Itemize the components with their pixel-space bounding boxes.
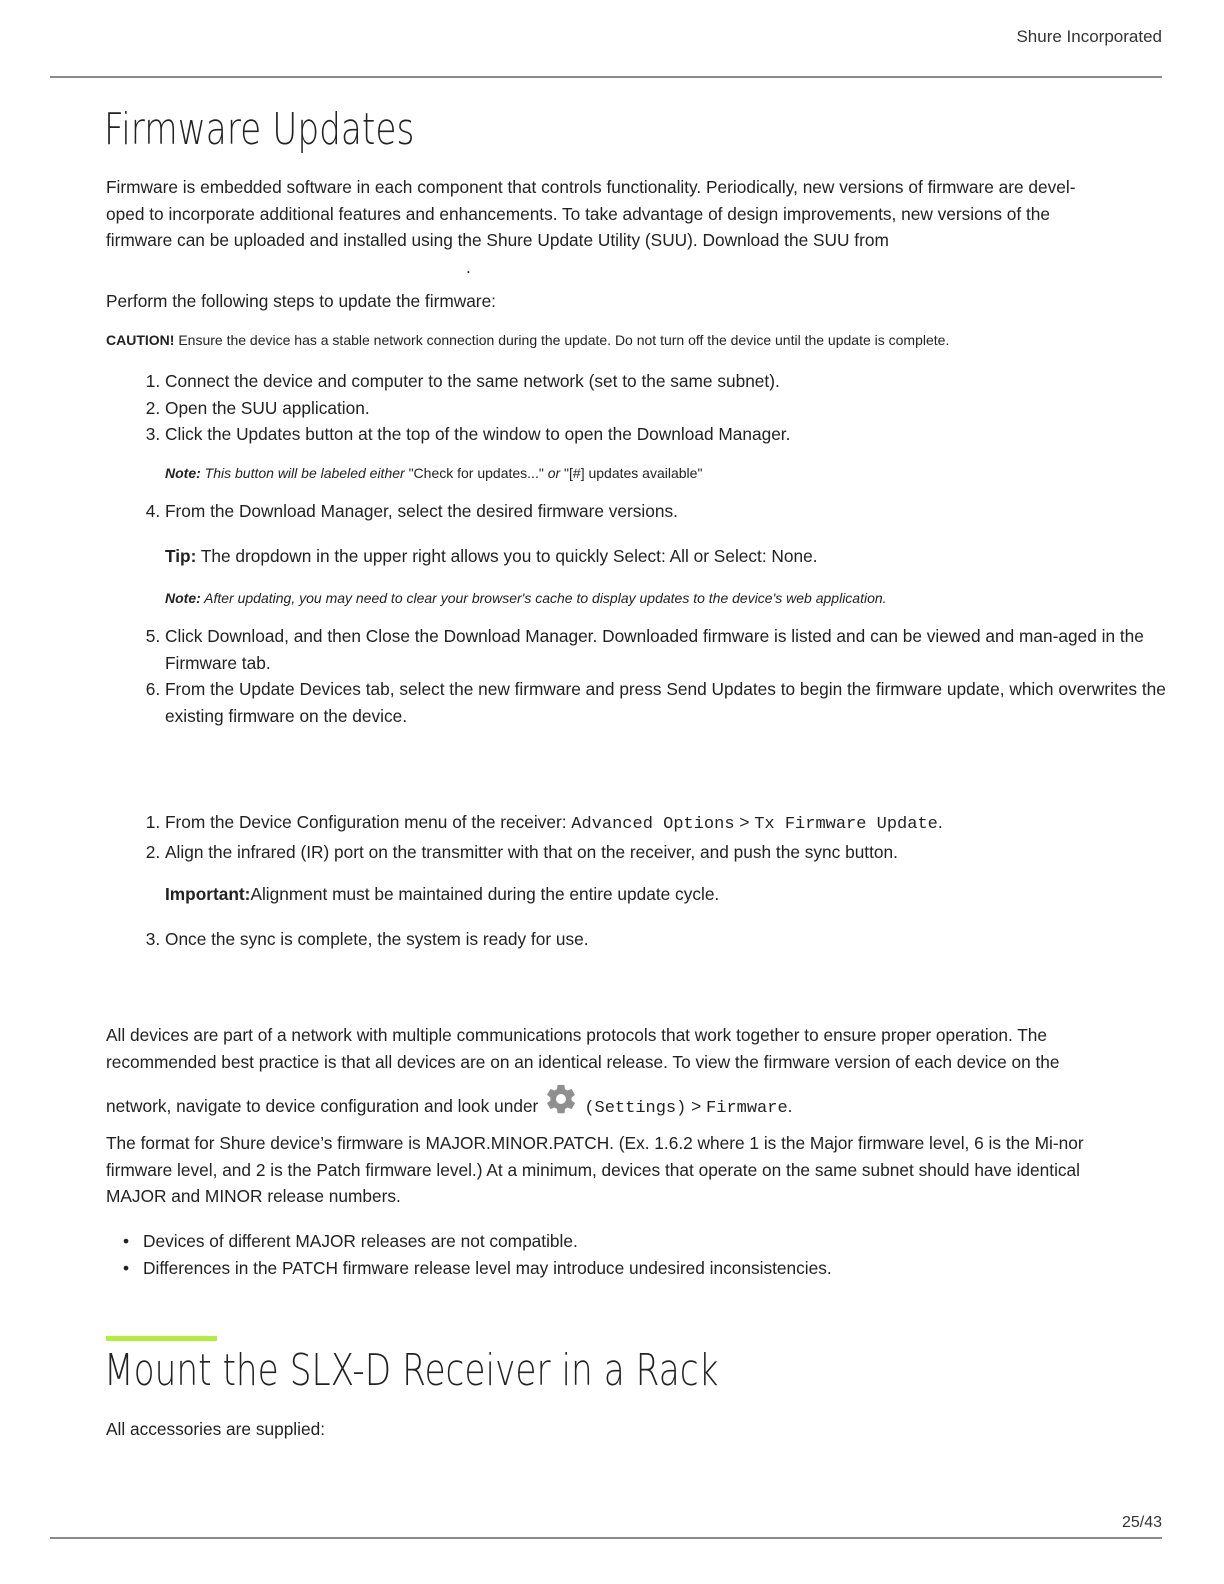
list-item: 3. Once the sync is complete, the system is ready for use.	[165, 926, 1170, 953]
list-item: • Differences in the PATCH firmware release level may introduce undesired inconsistencies.	[143, 1255, 1148, 1282]
tx-update-steps-list-step3	[106, 926, 1170, 953]
list-item: 5. Click Download, and then Close the Download Manager. Downloaded firmware is listed and can be viewed and man-aged in the Firmware tab.	[165, 623, 1170, 676]
list-item: • Devices of different MAJOR releases are not compatible.	[143, 1228, 1148, 1255]
gear-icon	[544, 1082, 578, 1127]
page-title-firmware-updates: Firmware Updates	[104, 104, 415, 155]
list-item: 1. From the Device Configuration menu of the receiver: Advanced Options > Tx Firmware Update.	[165, 809, 1170, 839]
list-item: 2. Align the infrared (IR) port on the transmitter with that on the receiver, and push the sync button.	[165, 839, 1170, 866]
header-company: Shure Incorporated	[1016, 27, 1162, 46]
intro-paragraph: Firmware is embedded software in each component that controls functionality. Periodically, new versions of firmware are devel-oped to incorporate additional features and enhancements. To take advantage of design improvements, new versions of the firmware can be uploaded and installed using the Shure Update Utility (SUU). Download the SUU from .	[106, 177, 1076, 278]
tx-update-steps-list	[106, 809, 1170, 865]
list-item: 3. Click the Updates button at the top of the window to open the Download Manager.	[165, 421, 1170, 448]
header-rule	[50, 76, 1162, 78]
firmware-format-paragraph: The format for Shure device’s firmware is MAJOR.MINOR.PATCH. (Ex. 1.6.2 where 1 is the Major firmware level, 6 is the Mi-nor firmware level, and 2 is the Patch firmware level.) At a minimum, devices that operate on the same subnet should have identical MAJOR and MINOR release numbers.	[106, 1133, 1084, 1207]
update-steps-list-step4	[106, 498, 1170, 525]
accessories-text: All accessories are supplied:	[106, 1419, 326, 1439]
perform-steps-text: Perform the following steps to update the firmware:	[106, 291, 496, 311]
list-item: 4. From the Download Manager, select the desired firmware versions.	[165, 498, 1170, 525]
update-steps-list-a	[106, 368, 1170, 448]
note-button-label: Note: This button will be labeled either "Check for updates..." or "[#] updates available"	[165, 465, 703, 481]
network-paragraph: All devices are part of a network with multiple communications protocols that work together to ensure proper operation. The recommended best practice is that all devices are on an identical release. To view the firmware version of each device on the	[106, 1025, 1060, 1072]
list-item: 1. Connect the device and computer to the same network (set to the same subnet).	[165, 368, 1170, 395]
page-number: 25/43	[1121, 1514, 1162, 1531]
footer-rule	[50, 1537, 1162, 1539]
section-accent-bar	[106, 1336, 217, 1341]
compatibility-bullets	[106, 1228, 1148, 1281]
list-item: 6. From the Update Devices tab, select the new firmware and press Send Updates to begin the firmware update, which overwrites the existing firmware on the device.	[165, 676, 1170, 729]
settings-path-line: network, navigate to device configuration and look under (Settings) > Firmware.	[106, 1082, 1111, 1127]
list-item: 2. Open the SUU application.	[165, 395, 1170, 422]
tip-text: Tip: The dropdown in the upper right allows you to quickly Select: All or Select: None.	[165, 546, 818, 566]
caution-text: CAUTION! Ensure the device has a stable network connection during the update. Do not turn off the device until the update is complete.	[106, 332, 950, 348]
note-cache: Note: After updating, you may need to clear your browser's cache to display updates to the device's web application.	[165, 590, 887, 606]
important-text: Important:Alignment must be maintained during the entire update cycle.	[165, 884, 720, 904]
update-steps-list-b	[106, 623, 1170, 730]
page-title-mount-rack: Mount the SLX-D Receiver in a Rack	[104, 1345, 719, 1396]
